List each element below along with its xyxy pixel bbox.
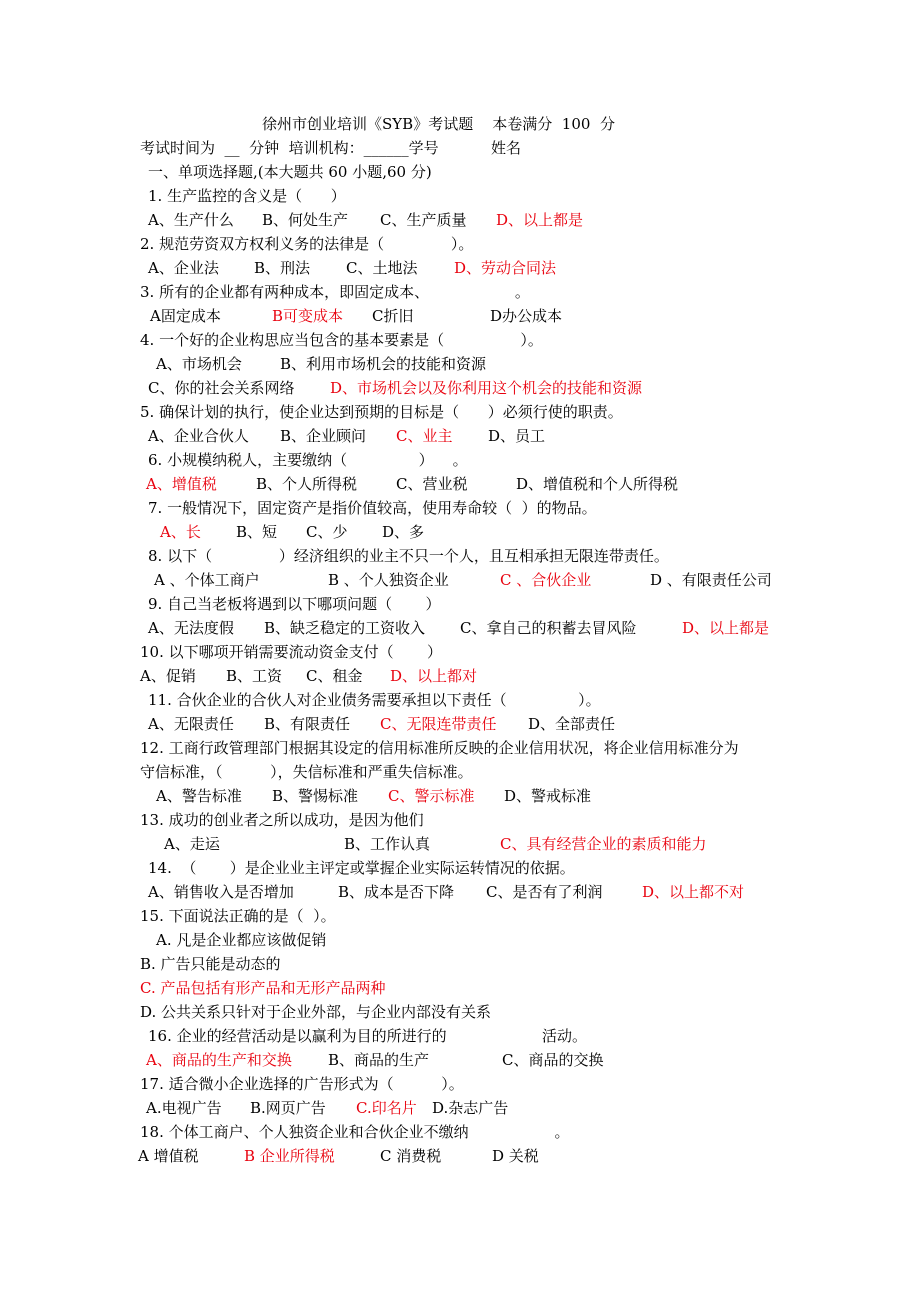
option: C 消费税	[380, 1147, 442, 1165]
question-1: 1. 生产监控的含义是（ ）	[148, 187, 346, 205]
question-3: 3. 所有的企业都有两种成本，即固定成本、 。	[140, 283, 530, 301]
correct-option: D、以上都是	[496, 211, 584, 229]
option: D、警戒标准	[504, 787, 592, 805]
correct-option: D、劳动合同法	[454, 259, 557, 277]
correct-option: C 、合伙企业	[500, 571, 592, 589]
option: A、无法度假	[148, 619, 234, 637]
question-12: 12. 工商行政管理部门根据其设定的信用标准所反映的企业信用状况，将企业信用标准分为	[140, 739, 739, 757]
question-17: 17. 适合微小企业选择的广告形式为（ ）。	[140, 1075, 464, 1093]
option: B、刑法	[254, 259, 311, 277]
correct-option: B 企业所得税	[244, 1147, 335, 1165]
option: B、利用市场机会的技能和资源	[280, 355, 487, 373]
correct-option: C、警示标准	[388, 787, 475, 805]
question-9: 9. 自己当老板将遇到以下哪项问题（ ）	[148, 595, 441, 613]
option: B. 广告只能是动态的	[140, 955, 281, 973]
correct-option: D、以上都是	[682, 619, 770, 637]
option: D. 公共关系只针对于企业外部，与企业内部没有关系	[140, 1003, 492, 1021]
option: A. 凡是企业都应该做促销	[156, 931, 327, 949]
option: B、商品的生产	[328, 1051, 430, 1069]
question-4: 4. 一个好的企业构思应当包含的基本要素是（ ）。	[140, 331, 543, 349]
correct-option: C、无限连带责任	[380, 715, 497, 733]
correct-option: C、业主	[396, 427, 453, 445]
option: D.杂志广告	[432, 1099, 509, 1117]
option: B、成本是否下降	[338, 883, 455, 901]
question-11: 11. 合伙企业的合伙人对企业债务需要承担以下责任（ ）。	[148, 691, 601, 709]
question-10: 10. 以下哪项开销需要流动资金支付（ ）	[140, 643, 443, 661]
option: D办公成本	[490, 307, 563, 325]
option: A、警告标准	[156, 787, 242, 805]
question-8: 8. 以下（ ）经济组织的业主不只一个人，且互相承担无限连带责任。	[148, 547, 669, 565]
option: C、拿自己的积蓄去冒风险	[460, 619, 637, 637]
option: C、是否有了利润	[486, 883, 603, 901]
option: A固定成本	[150, 307, 221, 325]
option: C、租金	[306, 667, 363, 685]
exam-title: 徐州市创业培训《SYB》考试题 本卷满分 100 分	[262, 115, 615, 133]
question-15: 15. 下面说法正确的是（ ）。	[140, 907, 336, 925]
option: A、走运	[164, 835, 220, 853]
correct-option: C. 产品包括有形产品和无形产品两种	[140, 979, 386, 997]
option: C、少	[306, 523, 348, 541]
question-14: 14. （ ）是企业业主评定或掌握企业实际运转情况的依据。	[148, 859, 575, 877]
option: B、有限责任	[264, 715, 351, 733]
option: C、营业税	[396, 475, 468, 493]
option: D、全部责任	[528, 715, 616, 733]
exam-info-line: 考试时间为 __ 分钟 培训机构：______学号 姓名	[140, 139, 522, 157]
option: A、促销	[140, 667, 196, 685]
option: A、生产什么	[148, 211, 234, 229]
correct-option: A、商品的生产和交换	[146, 1051, 292, 1069]
option: C折旧	[372, 307, 414, 325]
option: C、你的社会关系网络	[148, 379, 295, 397]
option: A 、个体工商户	[154, 571, 260, 589]
option: A、市场机会	[156, 355, 242, 373]
option: C、生产质量	[380, 211, 467, 229]
question-5: 5. 确保计划的执行，使企业达到预期的目标是（ ）必须行使的职责。	[140, 403, 623, 421]
option: A、无限责任	[148, 715, 234, 733]
correct-option: D、以上都对	[390, 667, 478, 685]
correct-option: B可变成本	[272, 307, 344, 325]
option: D 、有限责任公司	[650, 571, 772, 589]
section-heading: 一、单项选择题,(本大题共 60 小题,60 分)	[148, 163, 432, 181]
option: B 、个人独资企业	[328, 571, 449, 589]
question-6: 6. 小规模纳税人，主要缴纳（ ） 。	[148, 451, 468, 469]
option: D、多	[382, 523, 425, 541]
question-2: 2. 规范劳资双方权利义务的法律是（ ）。	[140, 235, 474, 253]
correct-option: C.印名片	[356, 1099, 417, 1117]
options-18	[138, 1146, 838, 1266]
question-7: 7. 一般情况下，固定资产是指价值较高，使用寿命较（ ）的物品。	[148, 499, 597, 517]
question-12-cont: 守信标准，（ ），失信标准和严重失信标准。	[140, 763, 473, 781]
option: B、短	[236, 523, 278, 541]
correct-option: A、长	[160, 523, 201, 541]
option: B、缺乏稳定的工资收入	[264, 619, 426, 637]
correct-option: C、具有经营企业的素质和能力	[500, 835, 707, 853]
option: A、企业法	[148, 259, 219, 277]
correct-option: D、市场机会以及你利用这个机会的技能和资源	[330, 379, 643, 397]
option: A.电视广告	[146, 1099, 222, 1117]
option: C、商品的交换	[502, 1051, 604, 1069]
option: B、企业顾问	[280, 427, 367, 445]
question-16: 16. 企业的经营活动是以赢利为目的所进行的 活动。	[148, 1027, 587, 1045]
question-13: 13. 成功的创业者之所以成功，是因为他们	[140, 811, 424, 829]
option: B、个人所得税	[256, 475, 358, 493]
option: B、工作认真	[344, 835, 431, 853]
question-18: 18. 个体工商户、个人独资企业和合伙企业不缴纳 。	[140, 1123, 570, 1141]
option: A 增值税	[138, 1147, 199, 1165]
option: B、警惕标准	[272, 787, 359, 805]
correct-option: A、增值税	[146, 475, 217, 493]
correct-option: D、以上都不对	[642, 883, 745, 901]
option: A、销售收入是否增加	[148, 883, 294, 901]
option: B.网页广告	[250, 1099, 326, 1117]
option: D、增值税和个人所得税	[516, 475, 679, 493]
option: B、何处生产	[262, 211, 349, 229]
option: B、工资	[226, 667, 283, 685]
option: D 关税	[492, 1147, 539, 1165]
option: A、企业合伙人	[148, 427, 249, 445]
option: C、土地法	[346, 259, 418, 277]
option: D、员工	[488, 427, 546, 445]
